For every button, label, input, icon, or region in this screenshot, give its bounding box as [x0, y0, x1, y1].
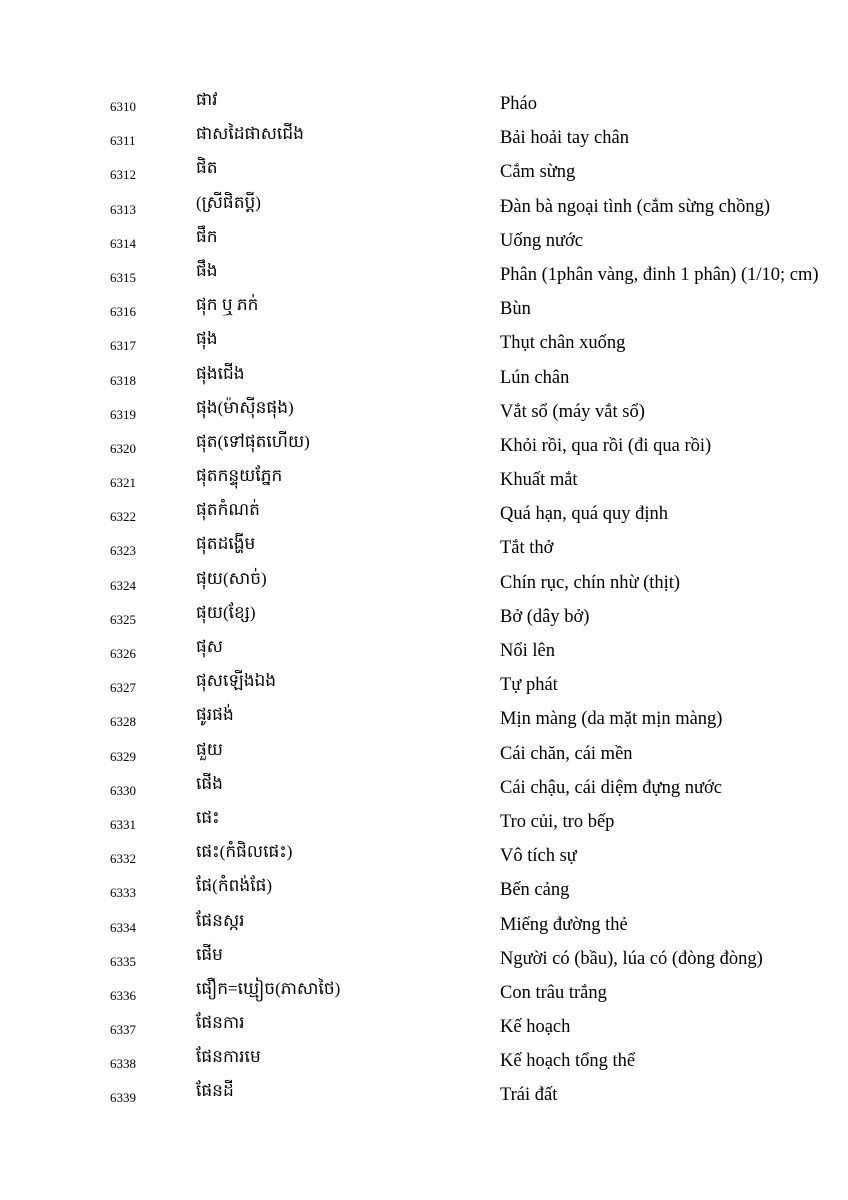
entry-khmer-term: ផុសឡើងឯង: [196, 671, 277, 691]
entry-khmer-term: ផុតដង្ហើម: [196, 534, 256, 554]
entry-number: 6337: [110, 1022, 136, 1038]
entry-row: [0, 873, 848, 907]
entry-number: 6334: [110, 919, 136, 935]
entry-khmer-term: ផុង(ម៉ាស៊ីនផុង): [196, 397, 294, 417]
entry-vietnamese-translation: Lún chân: [500, 367, 570, 388]
entry-number: 6339: [110, 1090, 136, 1106]
entry-vietnamese-translation: Đàn bà ngoại tình (cắm sừng chồng): [500, 196, 770, 217]
entry-number: 6338: [110, 1056, 136, 1072]
entry-number: 6317: [110, 338, 136, 354]
entry-vietnamese-translation: Khuất mắt: [500, 470, 578, 491]
entry-row: [0, 668, 848, 702]
entry-khmer-term: ផាវ: [196, 90, 218, 109]
entry-khmer-term: ផេះ(កំផិលផេះ): [196, 842, 293, 862]
entry-number: 6314: [110, 235, 136, 251]
entry-khmer-term: ផើង: [196, 773, 223, 793]
entry-khmer-term: ផែនការ: [196, 1013, 245, 1033]
entry-number: 6330: [110, 782, 136, 798]
entry-khmer-term: ផែនការមេ: [196, 1047, 261, 1067]
entry-vietnamese-translation: Miếng đường thẻ: [500, 914, 628, 935]
entry-row: [0, 566, 848, 600]
entry-vietnamese-translation: Cái chăn, cái mền: [500, 743, 633, 764]
entry-row: [0, 1044, 848, 1078]
entry-number: 6328: [110, 714, 136, 730]
entry-khmer-term: ផឹក: [196, 226, 218, 246]
entry-number: 6320: [110, 440, 136, 456]
entry-vietnamese-translation: Bến cảng: [500, 880, 570, 901]
entry-vietnamese-translation: Uống nước: [500, 230, 584, 251]
entry-vietnamese-translation: Cái chậu, cái diệm đựng nước: [500, 777, 722, 798]
entry-number: 6315: [110, 269, 136, 285]
entry-number: 6312: [110, 167, 136, 183]
entry-number: 6333: [110, 885, 136, 901]
entry-row: [0, 771, 848, 805]
entry-number: 6324: [110, 577, 136, 593]
entry-vietnamese-translation: Trái đất: [500, 1085, 558, 1106]
entry-vietnamese-translation: Bở (dây bở): [500, 606, 590, 627]
entry-khmer-term: ផែ(កំពង់ផែ): [196, 876, 273, 896]
entry-khmer-term: ផួយ: [196, 739, 223, 759]
entry-row: [0, 429, 848, 463]
entry-khmer-term: ផុត(ទៅផុតហើយ): [196, 431, 310, 451]
entry-vietnamese-translation: Phân (1phân vàng, đinh 1 phân) (1/10; cm): [500, 264, 819, 285]
entry-number: 6335: [110, 953, 136, 969]
entry-vietnamese-translation: Pháo: [500, 94, 537, 114]
entry-vietnamese-translation: Chín rục, chín nhừ (thịt): [500, 572, 681, 593]
entry-number: 6318: [110, 372, 136, 388]
entry-row: [0, 600, 848, 634]
entry-khmer-term: ផុក ឬ ភក់: [196, 295, 259, 315]
entry-khmer-term: ផឹង: [196, 260, 218, 280]
entry-row: [0, 976, 848, 1010]
entry-row: [0, 395, 848, 429]
entry-number: 6326: [110, 646, 136, 661]
entry-vietnamese-translation: Tự phát: [500, 675, 558, 696]
entry-khmer-term: ផិត: [196, 158, 218, 178]
entry-vietnamese-translation: Mịn màng (da mặt mịn màng): [500, 709, 723, 730]
entry-row: [0, 497, 848, 531]
entry-khmer-term: ផុតកំណត់: [196, 500, 260, 520]
entry-number: 6311: [110, 133, 136, 149]
entry-vietnamese-translation: Khỏi rồi, qua rồi (đi qua rồi): [500, 435, 712, 456]
entry-number: 6325: [110, 611, 136, 627]
entry-row: [0, 908, 848, 942]
entry-row: [0, 190, 848, 224]
entry-number: 6331: [110, 816, 136, 832]
entry-row: [0, 224, 848, 258]
entry-vietnamese-translation: Người có (bầu), lúa có (đòng đòng): [500, 948, 763, 969]
entry-number: 6327: [110, 680, 136, 696]
entry-number: 6322: [110, 509, 136, 525]
entry-number: 6332: [110, 851, 136, 867]
entry-khmer-term: ផុស: [196, 637, 223, 656]
entry-row: [0, 805, 848, 839]
entry-list: [0, 87, 848, 1113]
entry-row: [0, 361, 848, 395]
entry-vietnamese-translation: Tro củi, tro bếp: [500, 811, 615, 832]
entry-row: [0, 634, 848, 668]
entry-row: [0, 531, 848, 565]
entry-row: [0, 463, 848, 497]
entry-vietnamese-translation: Kế hoạch tổng thể: [500, 1051, 636, 1072]
entry-khmer-term: (ស្រីផិតប្តី): [196, 192, 261, 212]
entry-khmer-term: ផុងជើង: [196, 363, 245, 383]
entry-row: [0, 258, 848, 292]
entry-vietnamese-translation: Cắm sừng: [500, 162, 576, 183]
entry-khmer-term: ផុង: [196, 329, 218, 349]
entry-khmer-term: ផេះ: [196, 807, 220, 827]
entry-khmer-term: ផឿក=ឃ្មៀច(ភាសាថៃ): [196, 978, 341, 998]
entry-vietnamese-translation: Nổi lên: [500, 641, 555, 661]
entry-vietnamese-translation: Tắt thở: [500, 538, 554, 559]
entry-row: [0, 1078, 848, 1112]
entry-row: [0, 326, 848, 360]
entry-vietnamese-translation: Thụt chân xuống: [500, 333, 626, 354]
entry-vietnamese-translation: Quá hạn, quá quy định: [500, 504, 669, 525]
entry-vietnamese-translation: Con trâu trắng: [500, 982, 607, 1003]
entry-row: [0, 737, 848, 771]
entry-khmer-term: ផើម: [196, 944, 223, 964]
entry-row: [0, 87, 848, 121]
entry-vietnamese-translation: Bùn: [500, 299, 531, 320]
entry-khmer-term: ផាសដៃផាសជើង: [196, 124, 304, 144]
entry-row: [0, 292, 848, 326]
entry-row: [0, 155, 848, 189]
entry-number: 6329: [110, 748, 136, 764]
entry-number: 6323: [110, 543, 136, 559]
entry-khmer-term: ផុតកន្ទុយភ្នែក: [196, 466, 283, 486]
entry-row: [0, 702, 848, 736]
entry-khmer-term: ផែនដី: [196, 1081, 234, 1101]
entry-row: [0, 121, 848, 155]
entry-khmer-term: ផែនស្ករ: [196, 910, 245, 930]
entry-number: 6319: [110, 406, 136, 422]
entry-vietnamese-translation: Kế hoạch: [500, 1017, 571, 1038]
entry-khmer-term: ផុយ(សាច់): [196, 568, 267, 588]
entry-number: 6321: [110, 475, 136, 491]
entry-khmer-term: ផូរផង់: [196, 705, 234, 725]
entry-vietnamese-translation: Vô tích sự: [500, 846, 577, 867]
entry-row: [0, 1010, 848, 1044]
entry-number: 6310: [110, 99, 136, 114]
entry-row: [0, 839, 848, 873]
entry-vietnamese-translation: Bải hoải tay chân: [500, 128, 629, 149]
entry-khmer-term: ផុយ(ខ្សែ): [196, 602, 256, 622]
entry-number: 6316: [110, 304, 136, 320]
entry-number: 6336: [110, 987, 136, 1003]
entry-row: [0, 942, 848, 976]
entry-vietnamese-translation: Vắt sổ (máy vắt sổ): [500, 401, 645, 422]
entry-number: 6313: [110, 201, 136, 217]
